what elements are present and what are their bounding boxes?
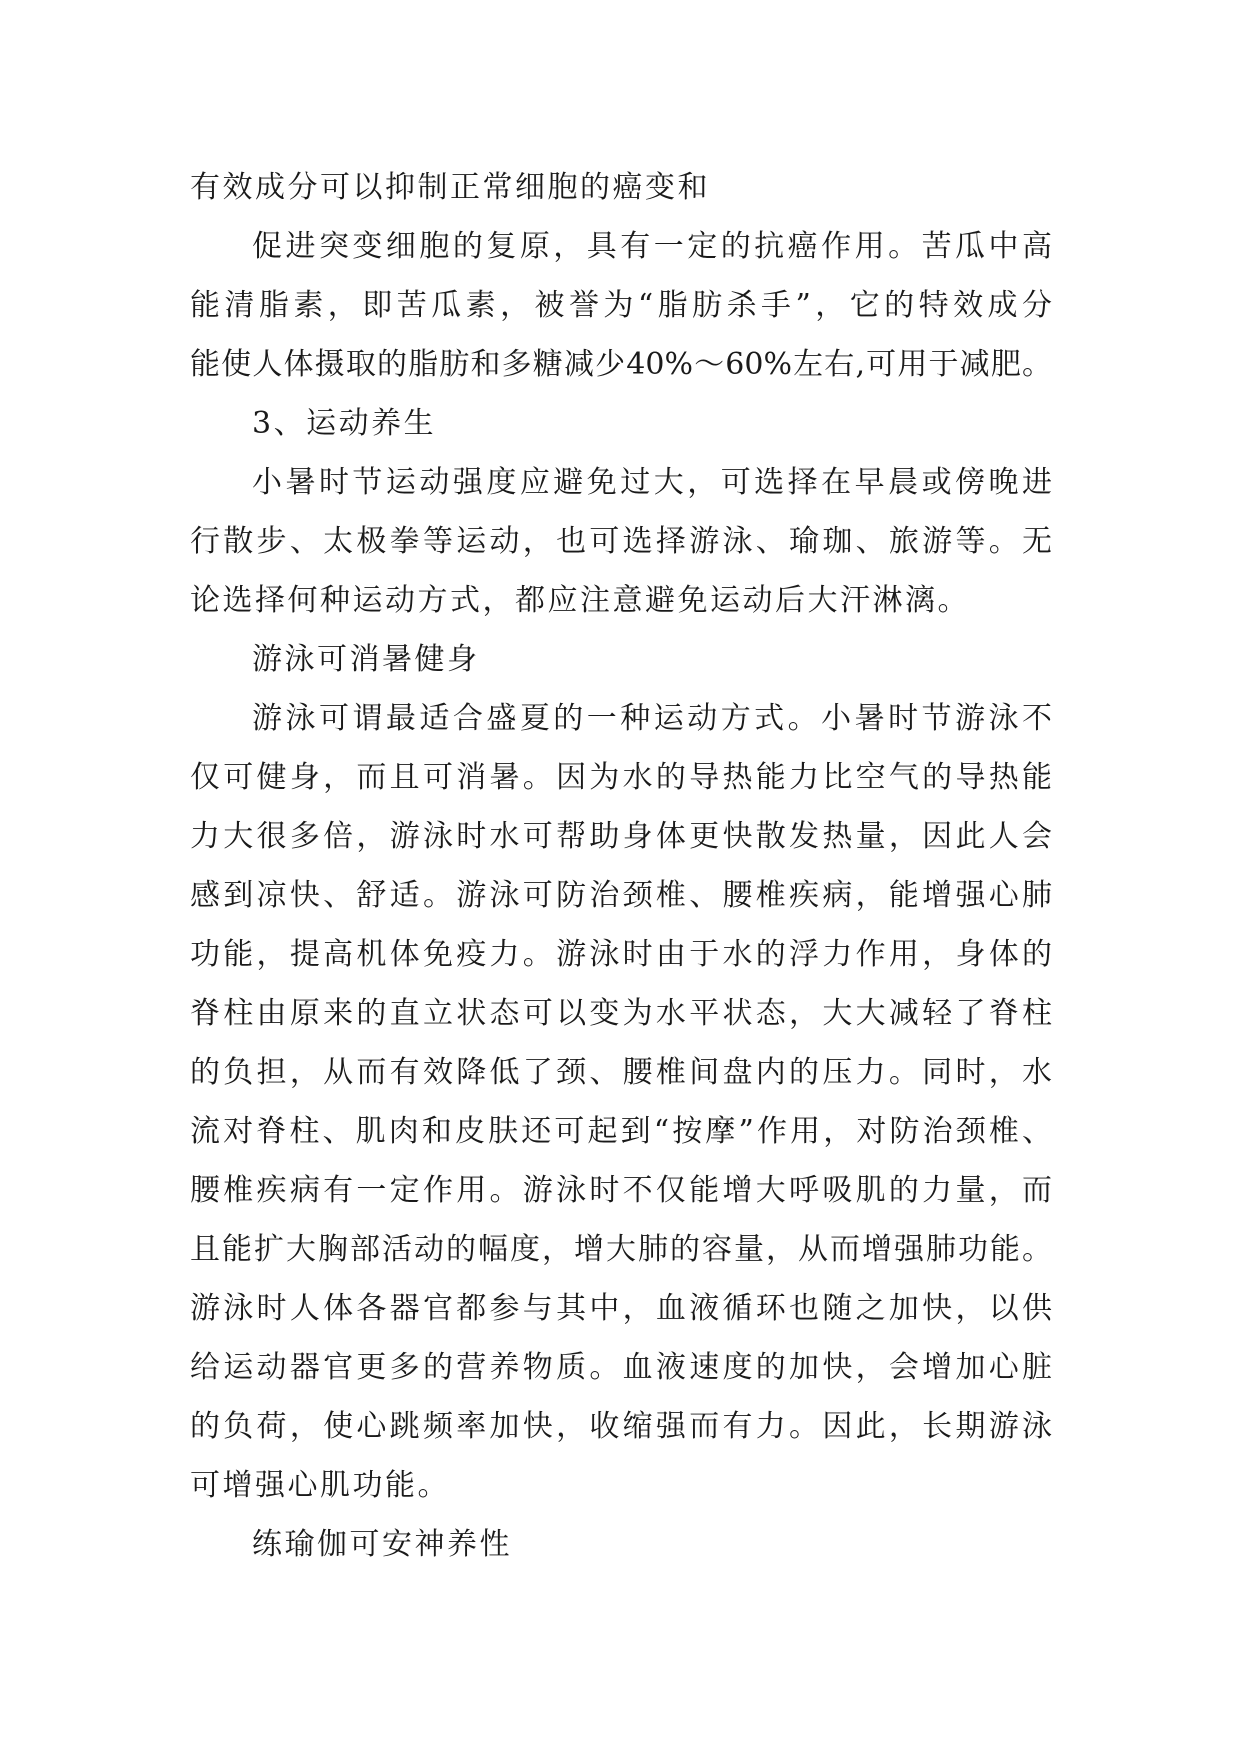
text-line: 力大很多倍，游泳时水可帮助身体更快散发热量，因此人会: [190, 819, 1052, 854]
document-body: [190, 158, 1052, 1574]
text-line: 能使人体摄取的脂肪和多糖减少40%～60%左右,可用于减肥。: [190, 347, 1052, 382]
text-line: 能清脂素，即苦瓜素，被誉为“脂肪杀手”，它的特效成分: [190, 288, 1052, 323]
text-line: 且能扩大胸部活动的幅度，增大肺的容量，从而增强肺功能。: [190, 1232, 1052, 1267]
text-line: 腰椎疾病有一定作用。游泳时不仅能增大呼吸肌的力量，而: [190, 1173, 1052, 1208]
text-line: 行散步、太极拳等运动，也可选择游泳、瑜珈、旅游等。无: [190, 524, 1052, 559]
text-line: 功能，提高机体免疫力。游泳时由于水的浮力作用，身体的: [190, 937, 1052, 972]
paragraph-start-line: 小暑时节运动强度应避免过大，可选择在早晨或傍晚进: [252, 465, 1052, 500]
text-line: 感到凉快、舒适。游泳可防治颈椎、腰椎疾病，能增强心肺: [190, 878, 1052, 913]
subsection-heading: 练瑜伽可安神养性: [252, 1527, 512, 1562]
text-line: 论选择何种运动方式，都应注意避免运动后大汗淋漓。: [190, 583, 970, 618]
text-line: 的负荷，使心跳频率加快，收缩强而有力。因此，长期游泳: [190, 1409, 1052, 1444]
text-line: 可增强心肌功能。: [190, 1468, 450, 1503]
paragraph-start-line: 游泳可谓最适合盛夏的一种运动方式。小暑时节游泳不: [252, 701, 1052, 736]
text-line: 脊柱由原来的直立状态可以变为水平状态，大大减轻了脊柱: [190, 996, 1052, 1031]
section-heading: 3、运动养生: [252, 406, 437, 441]
subsection-heading: 游泳可消暑健身: [252, 642, 480, 677]
text-line: 流对脊柱、肌肉和皮肤还可起到“按摩”作用，对防治颈椎、: [190, 1114, 1052, 1149]
text-line: 仅可健身，而且可消暑。因为水的导热能力比空气的导热能: [190, 760, 1052, 795]
paragraph-start-line: 促进突变细胞的复原，具有一定的抗癌作用。苦瓜中高: [252, 229, 1052, 264]
text-line: 有效成分可以抑制正常细胞的癌变和: [190, 170, 710, 205]
text-line: 的负担，从而有效降低了颈、腰椎间盘内的压力。同时，水: [190, 1055, 1052, 1090]
text-line: 游泳时人体各器官都参与其中，血液循环也随之加快，以供: [190, 1291, 1052, 1326]
text-line: 给运动器官更多的营养物质。血液速度的加快，会增加心脏: [190, 1350, 1052, 1385]
